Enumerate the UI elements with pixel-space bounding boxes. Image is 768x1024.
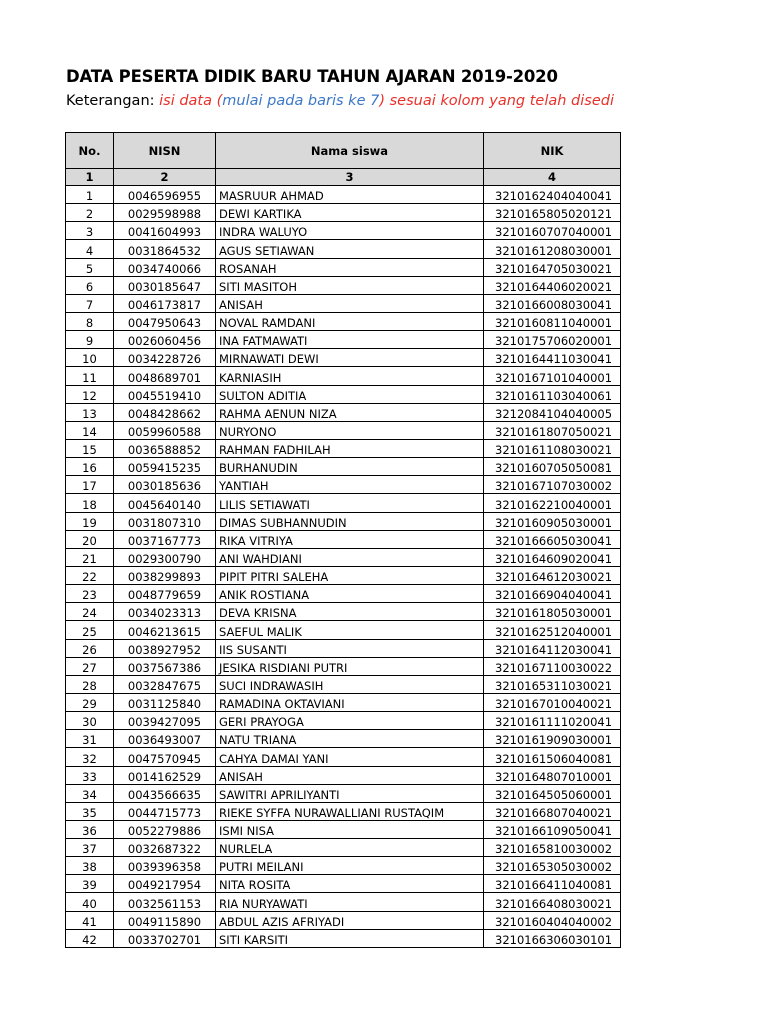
row-number: 29 (66, 693, 114, 711)
row-nik: 3210160404040002 (484, 911, 621, 929)
note-part-3: ) sesuai kolom yang telah disedi (379, 93, 614, 109)
row-nama-siswa: SITI KARSITI (216, 929, 484, 947)
row-nik: 3210175706020001 (484, 331, 621, 349)
row-nik: 3210160707040001 (484, 222, 621, 240)
row-nisn: 0031125840 (114, 693, 216, 711)
table-row (66, 712, 621, 730)
row-number: 37 (66, 839, 114, 857)
row-nisn: 0032687322 (114, 839, 216, 857)
row-nik: 3210160705050081 (484, 458, 621, 476)
row-number: 34 (66, 784, 114, 802)
row-nama-siswa: INDRA WALUYO (216, 222, 484, 240)
table-row (66, 530, 621, 548)
table-row (66, 186, 621, 204)
row-nisn: 0014162529 (114, 766, 216, 784)
row-nisn: 0032561153 (114, 893, 216, 911)
row-nama-siswa: GERI PRAYOGA (216, 712, 484, 730)
row-number: 22 (66, 566, 114, 584)
row-nik: 3210161208030001 (484, 240, 621, 258)
row-nama-siswa: DEWI KARTIKA (216, 204, 484, 222)
table-row (66, 585, 621, 603)
row-number: 6 (66, 276, 114, 294)
row-nik: 3210164411030041 (484, 349, 621, 367)
row-nama-siswa: SITI MASITOH (216, 276, 484, 294)
row-nik: 3210166008030041 (484, 294, 621, 312)
table-row (66, 276, 621, 294)
table-row (66, 349, 621, 367)
row-nik: 3210164705030021 (484, 258, 621, 276)
row-nisn: 0043566635 (114, 784, 216, 802)
table-row (66, 929, 621, 947)
row-nama-siswa: RAHMAN FADHILAH (216, 439, 484, 457)
row-nisn: 0059415235 (114, 458, 216, 476)
table-row (66, 385, 621, 403)
index-2: 2 (114, 169, 216, 186)
row-nama-siswa: INA FATMAWATI (216, 331, 484, 349)
row-number: 32 (66, 748, 114, 766)
table-row (66, 748, 621, 766)
row-nik: 3210164112030041 (484, 639, 621, 657)
table-row (66, 603, 621, 621)
row-nik: 3210161807050021 (484, 421, 621, 439)
table-header-row (66, 133, 621, 169)
row-nik: 3210165805020121 (484, 204, 621, 222)
table-row (66, 693, 621, 711)
row-nisn: 0048428662 (114, 403, 216, 421)
row-number: 20 (66, 530, 114, 548)
row-nisn: 0031864532 (114, 240, 216, 258)
table-row (66, 312, 621, 330)
row-nisn: 0046173817 (114, 294, 216, 312)
row-nik: 3210167101040001 (484, 367, 621, 385)
row-number: 9 (66, 331, 114, 349)
row-number: 33 (66, 766, 114, 784)
row-number: 36 (66, 820, 114, 838)
index-3: 3 (216, 169, 484, 186)
row-number: 21 (66, 548, 114, 566)
table-row (66, 439, 621, 457)
row-nik: 3210160905030001 (484, 512, 621, 530)
row-nama-siswa: IIS SUSANTI (216, 639, 484, 657)
row-nik: 3210162404040041 (484, 186, 621, 204)
row-nama-siswa: JESIKA RISDIANI PUTRI (216, 657, 484, 675)
row-number: 3 (66, 222, 114, 240)
row-nama-siswa: BURHANUDIN (216, 458, 484, 476)
row-number: 40 (66, 893, 114, 911)
row-nama-siswa: RAMADINA OKTAVIANI (216, 693, 484, 711)
row-nik: 3210164505060001 (484, 784, 621, 802)
table-row (66, 784, 621, 802)
row-number: 16 (66, 458, 114, 476)
row-number: 19 (66, 512, 114, 530)
row-nisn: 0034228726 (114, 349, 216, 367)
row-number: 26 (66, 639, 114, 657)
row-number: 25 (66, 621, 114, 639)
table-row (66, 766, 621, 784)
row-number: 8 (66, 312, 114, 330)
row-nama-siswa: AGUS SETIAWAN (216, 240, 484, 258)
row-nik: 3210164406020021 (484, 276, 621, 294)
row-nisn: 0036493007 (114, 730, 216, 748)
row-number: 2 (66, 204, 114, 222)
row-nik: 3210165810030002 (484, 839, 621, 857)
index-1: 1 (66, 169, 114, 186)
row-number: 38 (66, 857, 114, 875)
row-nama-siswa: RIA NURYAWATI (216, 893, 484, 911)
row-nisn: 0048779659 (114, 585, 216, 603)
row-nisn: 0044715773 (114, 802, 216, 820)
row-number: 14 (66, 421, 114, 439)
table-row (66, 675, 621, 693)
instruction-note (66, 93, 614, 109)
header-no: No. (66, 133, 114, 169)
row-nisn: 0049115890 (114, 911, 216, 929)
row-number: 35 (66, 802, 114, 820)
table-row (66, 802, 621, 820)
table-row (66, 857, 621, 875)
row-nama-siswa: NATU TRIANA (216, 730, 484, 748)
row-nik: 3210167010040021 (484, 693, 621, 711)
row-nama-siswa: NURYONO (216, 421, 484, 439)
table-row (66, 657, 621, 675)
row-nisn: 0048689701 (114, 367, 216, 385)
row-nik: 3210167110030022 (484, 657, 621, 675)
row-nama-siswa: SAEFUL MALIK (216, 621, 484, 639)
row-nisn: 0045640140 (114, 494, 216, 512)
row-nisn: 0039427095 (114, 712, 216, 730)
row-nama-siswa: SAWITRI APRILIYANTI (216, 784, 484, 802)
document-title: DATA PESERTA DIDIK BARU TAHUN AJARAN 2019-2020 (66, 67, 558, 86)
row-number: 39 (66, 875, 114, 893)
row-nama-siswa: SULTON ADITIA (216, 385, 484, 403)
row-number: 15 (66, 439, 114, 457)
row-nama-siswa: MIRNAWATI DEWI (216, 349, 484, 367)
table-row (66, 621, 621, 639)
row-nik: 3210166904040041 (484, 585, 621, 603)
row-nik: 3210160811040001 (484, 312, 621, 330)
row-nik: 3210166109050041 (484, 820, 621, 838)
row-nisn: 0046596955 (114, 186, 216, 204)
row-number: 42 (66, 929, 114, 947)
row-nama-siswa: PIPIT PITRI SALEHA (216, 566, 484, 584)
row-nisn: 0026060456 (114, 331, 216, 349)
row-nama-siswa: ANI WAHDIANI (216, 548, 484, 566)
row-nik: 3210161111020041 (484, 712, 621, 730)
row-nama-siswa: KARNIASIH (216, 367, 484, 385)
table-row (66, 403, 621, 421)
table-row (66, 494, 621, 512)
row-nama-siswa: ABDUL AZIS AFRIYADI (216, 911, 484, 929)
row-number: 1 (66, 186, 114, 204)
row-nisn: 0029598988 (114, 204, 216, 222)
row-nisn: 0049217954 (114, 875, 216, 893)
row-nisn: 0038299893 (114, 566, 216, 584)
row-nik: 3210166605030041 (484, 530, 621, 548)
row-nisn: 0034023313 (114, 603, 216, 621)
row-nisn: 0037567386 (114, 657, 216, 675)
row-nisn: 0039396358 (114, 857, 216, 875)
row-nama-siswa: LILIS SETIAWATI (216, 494, 484, 512)
table-row (66, 839, 621, 857)
table-row (66, 548, 621, 566)
note-label: Keterangan: (66, 93, 160, 109)
table-row (66, 458, 621, 476)
row-nik: 3210165305030002 (484, 857, 621, 875)
row-nik: 3210161909030001 (484, 730, 621, 748)
table-row (66, 222, 621, 240)
row-nik: 3212084104040005 (484, 403, 621, 421)
row-nisn: 0059960588 (114, 421, 216, 439)
row-nik: 3210161103040061 (484, 385, 621, 403)
row-nama-siswa: DEVA KRISNA (216, 603, 484, 621)
row-nama-siswa: ROSANAH (216, 258, 484, 276)
row-number: 41 (66, 911, 114, 929)
table-row (66, 421, 621, 439)
row-number: 11 (66, 367, 114, 385)
row-nik: 3210166306030101 (484, 929, 621, 947)
table-row (66, 911, 621, 929)
table-body (66, 186, 621, 948)
table-row (66, 331, 621, 349)
table-row (66, 893, 621, 911)
row-nik: 3210166807040021 (484, 802, 621, 820)
row-nik: 3210166411040081 (484, 875, 621, 893)
table-row (66, 476, 621, 494)
row-nisn: 0047570945 (114, 748, 216, 766)
row-nama-siswa: SUCI INDRAWASIH (216, 675, 484, 693)
row-number: 17 (66, 476, 114, 494)
row-nama-siswa: NITA ROSITA (216, 875, 484, 893)
row-nik: 3210165311030021 (484, 675, 621, 693)
row-nama-siswa: RAHMA AENUN NIZA (216, 403, 484, 421)
header-nisn: NISN (114, 133, 216, 169)
row-nik: 3210167107030002 (484, 476, 621, 494)
note-part-2: mulai pada baris ke 7 (222, 93, 380, 109)
row-nisn: 0029300790 (114, 548, 216, 566)
row-nama-siswa: YANTIAH (216, 476, 484, 494)
row-nik: 3210164609020041 (484, 548, 621, 566)
row-number: 31 (66, 730, 114, 748)
row-nama-siswa: RIKA VITRIYA (216, 530, 484, 548)
row-nik: 3210162210040001 (484, 494, 621, 512)
table-row (66, 367, 621, 385)
row-nisn: 0052279886 (114, 820, 216, 838)
row-nisn: 0033702701 (114, 929, 216, 947)
index-4: 4 (484, 169, 621, 186)
header-nik: NIK (484, 133, 621, 169)
table-row (66, 639, 621, 657)
row-nisn: 0046213615 (114, 621, 216, 639)
row-nisn: 0036588852 (114, 439, 216, 457)
row-number: 7 (66, 294, 114, 312)
row-nisn: 0032847675 (114, 675, 216, 693)
row-nama-siswa: CAHYA DAMAI YANI (216, 748, 484, 766)
row-nik: 3210166408030021 (484, 893, 621, 911)
student-table (65, 132, 621, 948)
row-number: 12 (66, 385, 114, 403)
row-nama-siswa: RIEKE SYFFA NURAWALLIANI RUSTAQIM (216, 802, 484, 820)
row-number: 4 (66, 240, 114, 258)
row-number: 5 (66, 258, 114, 276)
row-nik: 3210161108030021 (484, 439, 621, 457)
row-nama-siswa: DIMAS SUBHANNUDIN (216, 512, 484, 530)
row-number: 10 (66, 349, 114, 367)
row-nisn: 0031807310 (114, 512, 216, 530)
row-nama-siswa: ANISAH (216, 766, 484, 784)
row-nisn: 0037167773 (114, 530, 216, 548)
row-number: 24 (66, 603, 114, 621)
row-nisn: 0030185647 (114, 276, 216, 294)
table-row (66, 730, 621, 748)
row-nisn: 0034740066 (114, 258, 216, 276)
table-row (66, 258, 621, 276)
table-row (66, 820, 621, 838)
row-nik: 3210164807010001 (484, 766, 621, 784)
row-nama-siswa: NURLELA (216, 839, 484, 857)
header-nama-siswa: Nama siswa (216, 133, 484, 169)
row-nama-siswa: NOVAL RAMDANI (216, 312, 484, 330)
row-nisn: 0030185636 (114, 476, 216, 494)
row-number: 23 (66, 585, 114, 603)
row-number: 18 (66, 494, 114, 512)
row-number: 28 (66, 675, 114, 693)
row-nama-siswa: ANIK ROSTIANA (216, 585, 484, 603)
row-nik: 3210162512040001 (484, 621, 621, 639)
row-nik: 3210161506040081 (484, 748, 621, 766)
row-nisn: 0047950643 (114, 312, 216, 330)
row-number: 30 (66, 712, 114, 730)
row-nama-siswa: MASRUUR AHMAD (216, 186, 484, 204)
row-nama-siswa: ANISAH (216, 294, 484, 312)
column-index-row (66, 169, 621, 186)
row-nisn: 0041604993 (114, 222, 216, 240)
row-nisn: 0038927952 (114, 639, 216, 657)
row-number: 13 (66, 403, 114, 421)
table-row (66, 512, 621, 530)
row-number: 27 (66, 657, 114, 675)
row-nisn: 0045519410 (114, 385, 216, 403)
note-part-1: isi data ( (159, 93, 223, 109)
table-row (66, 240, 621, 258)
row-nik: 3210161805030001 (484, 603, 621, 621)
table-row (66, 875, 621, 893)
row-nama-siswa: ISMI NISA (216, 820, 484, 838)
table-row (66, 566, 621, 584)
row-nama-siswa: PUTRI MEILANI (216, 857, 484, 875)
row-nik: 3210164612030021 (484, 566, 621, 584)
table-row (66, 204, 621, 222)
table-row (66, 294, 621, 312)
